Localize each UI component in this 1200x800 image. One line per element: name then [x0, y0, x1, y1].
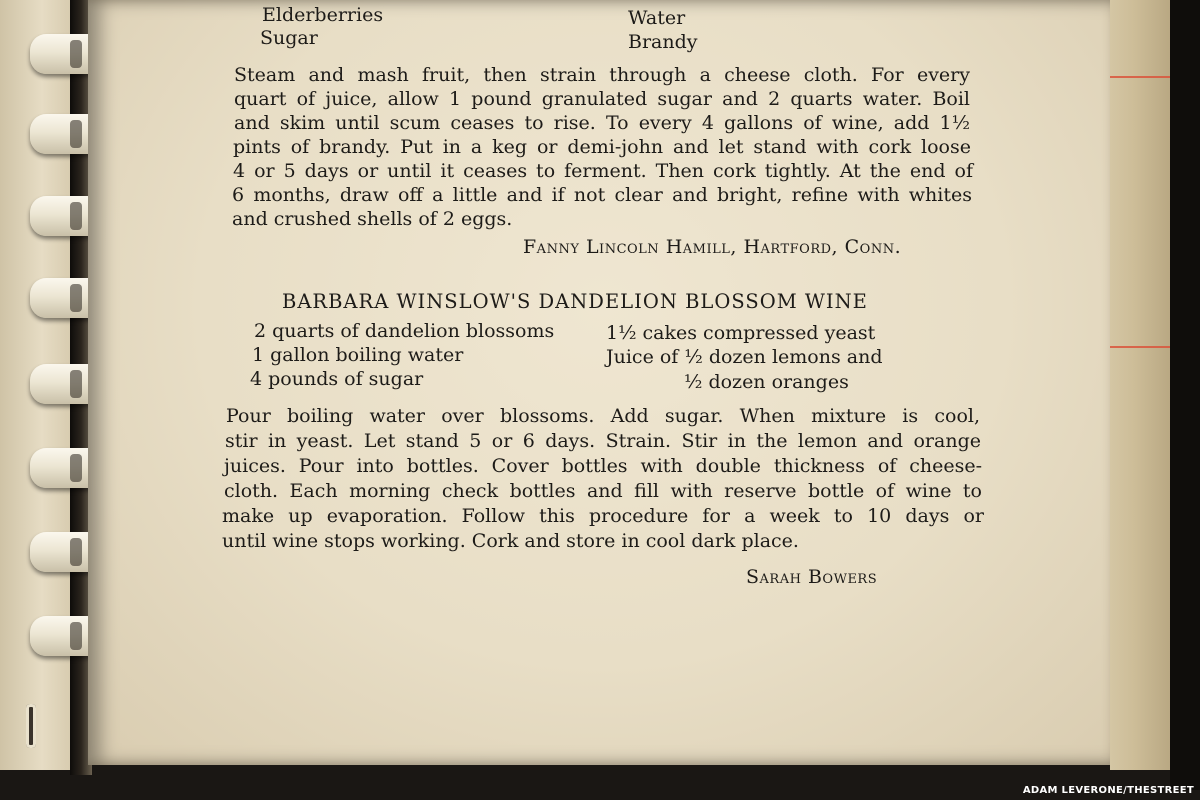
page-edge-mark	[1110, 76, 1170, 78]
photo-credit: ADAM LEVERONE/THESTREET	[1022, 785, 1194, 796]
instruction-line: stir in yeast. Let stand 5 or 6 days. Strain. Stir in the lemon and orange	[225, 430, 981, 452]
instruction-line: and skim until scum ceases to rise. To every 4 gallons of wine, add 1½	[234, 112, 970, 134]
instruction-line: Steam and mash fruit, then strain through a cheese cloth. For every	[234, 64, 970, 86]
page-edge-mark	[1110, 346, 1170, 348]
recipe-title: BARBARA WINSLOW'S DANDELION BLOSSOM WINE	[282, 290, 868, 313]
instruction-line: make up evaporation. Follow this procedure for a week to 10 days or	[222, 505, 984, 527]
recipe-attribution: Fanny Lincoln Hamill, Hartford, Conn.	[523, 236, 902, 258]
ingredient-item: ½ dozen oranges	[684, 371, 849, 393]
ingredient-item: Sugar	[260, 27, 318, 49]
book-cover-edge	[1170, 0, 1200, 790]
ingredient-item: Brandy	[628, 31, 698, 53]
instruction-line: juices. Pour into bottles. Cover bottles with double thickness of cheese-	[224, 455, 982, 477]
instruction-line: pints of brandy. Put in a keg or demi-john and let stand with cork loose	[233, 136, 971, 158]
instruction-line: 6 months, draw off a little and if not clear and bright, refine with whites	[232, 184, 972, 206]
ingredient-item: Elderberries	[262, 4, 384, 26]
binding-slot	[26, 704, 36, 748]
ingredient-item: Water	[628, 7, 686, 29]
back-pages	[1110, 0, 1170, 770]
ingredient-item: Juice of ½ dozen lemons and	[606, 346, 883, 368]
instruction-line: and crushed shells of 2 eggs.	[232, 208, 513, 230]
ingredient-item: 1½ cakes compressed yeast	[606, 322, 876, 344]
instruction-line: until wine stops working. Cork and store in cool dark place.	[222, 530, 799, 552]
ingredient-item: 2 quarts of dandelion blossoms	[254, 320, 555, 342]
instruction-line: 4 or 5 days or until it ceases to ferment. Then cork tightly. At the end of	[233, 160, 973, 182]
recipe-attribution: Sarah Bowers	[746, 566, 878, 588]
instruction-line: quart of juice, allow 1 pound granulated sugar and 2 quarts water. Boil	[234, 88, 970, 110]
instruction-line: cloth. Each morning check bottles and fill with reserve bottle of wine to	[224, 480, 982, 502]
ingredient-item: 1 gallon boiling water	[252, 344, 464, 366]
instruction-line: Pour boiling water over blossoms. Add sugar. When mixture is cool,	[226, 405, 980, 427]
ingredient-item: 4 pounds of sugar	[250, 368, 424, 390]
